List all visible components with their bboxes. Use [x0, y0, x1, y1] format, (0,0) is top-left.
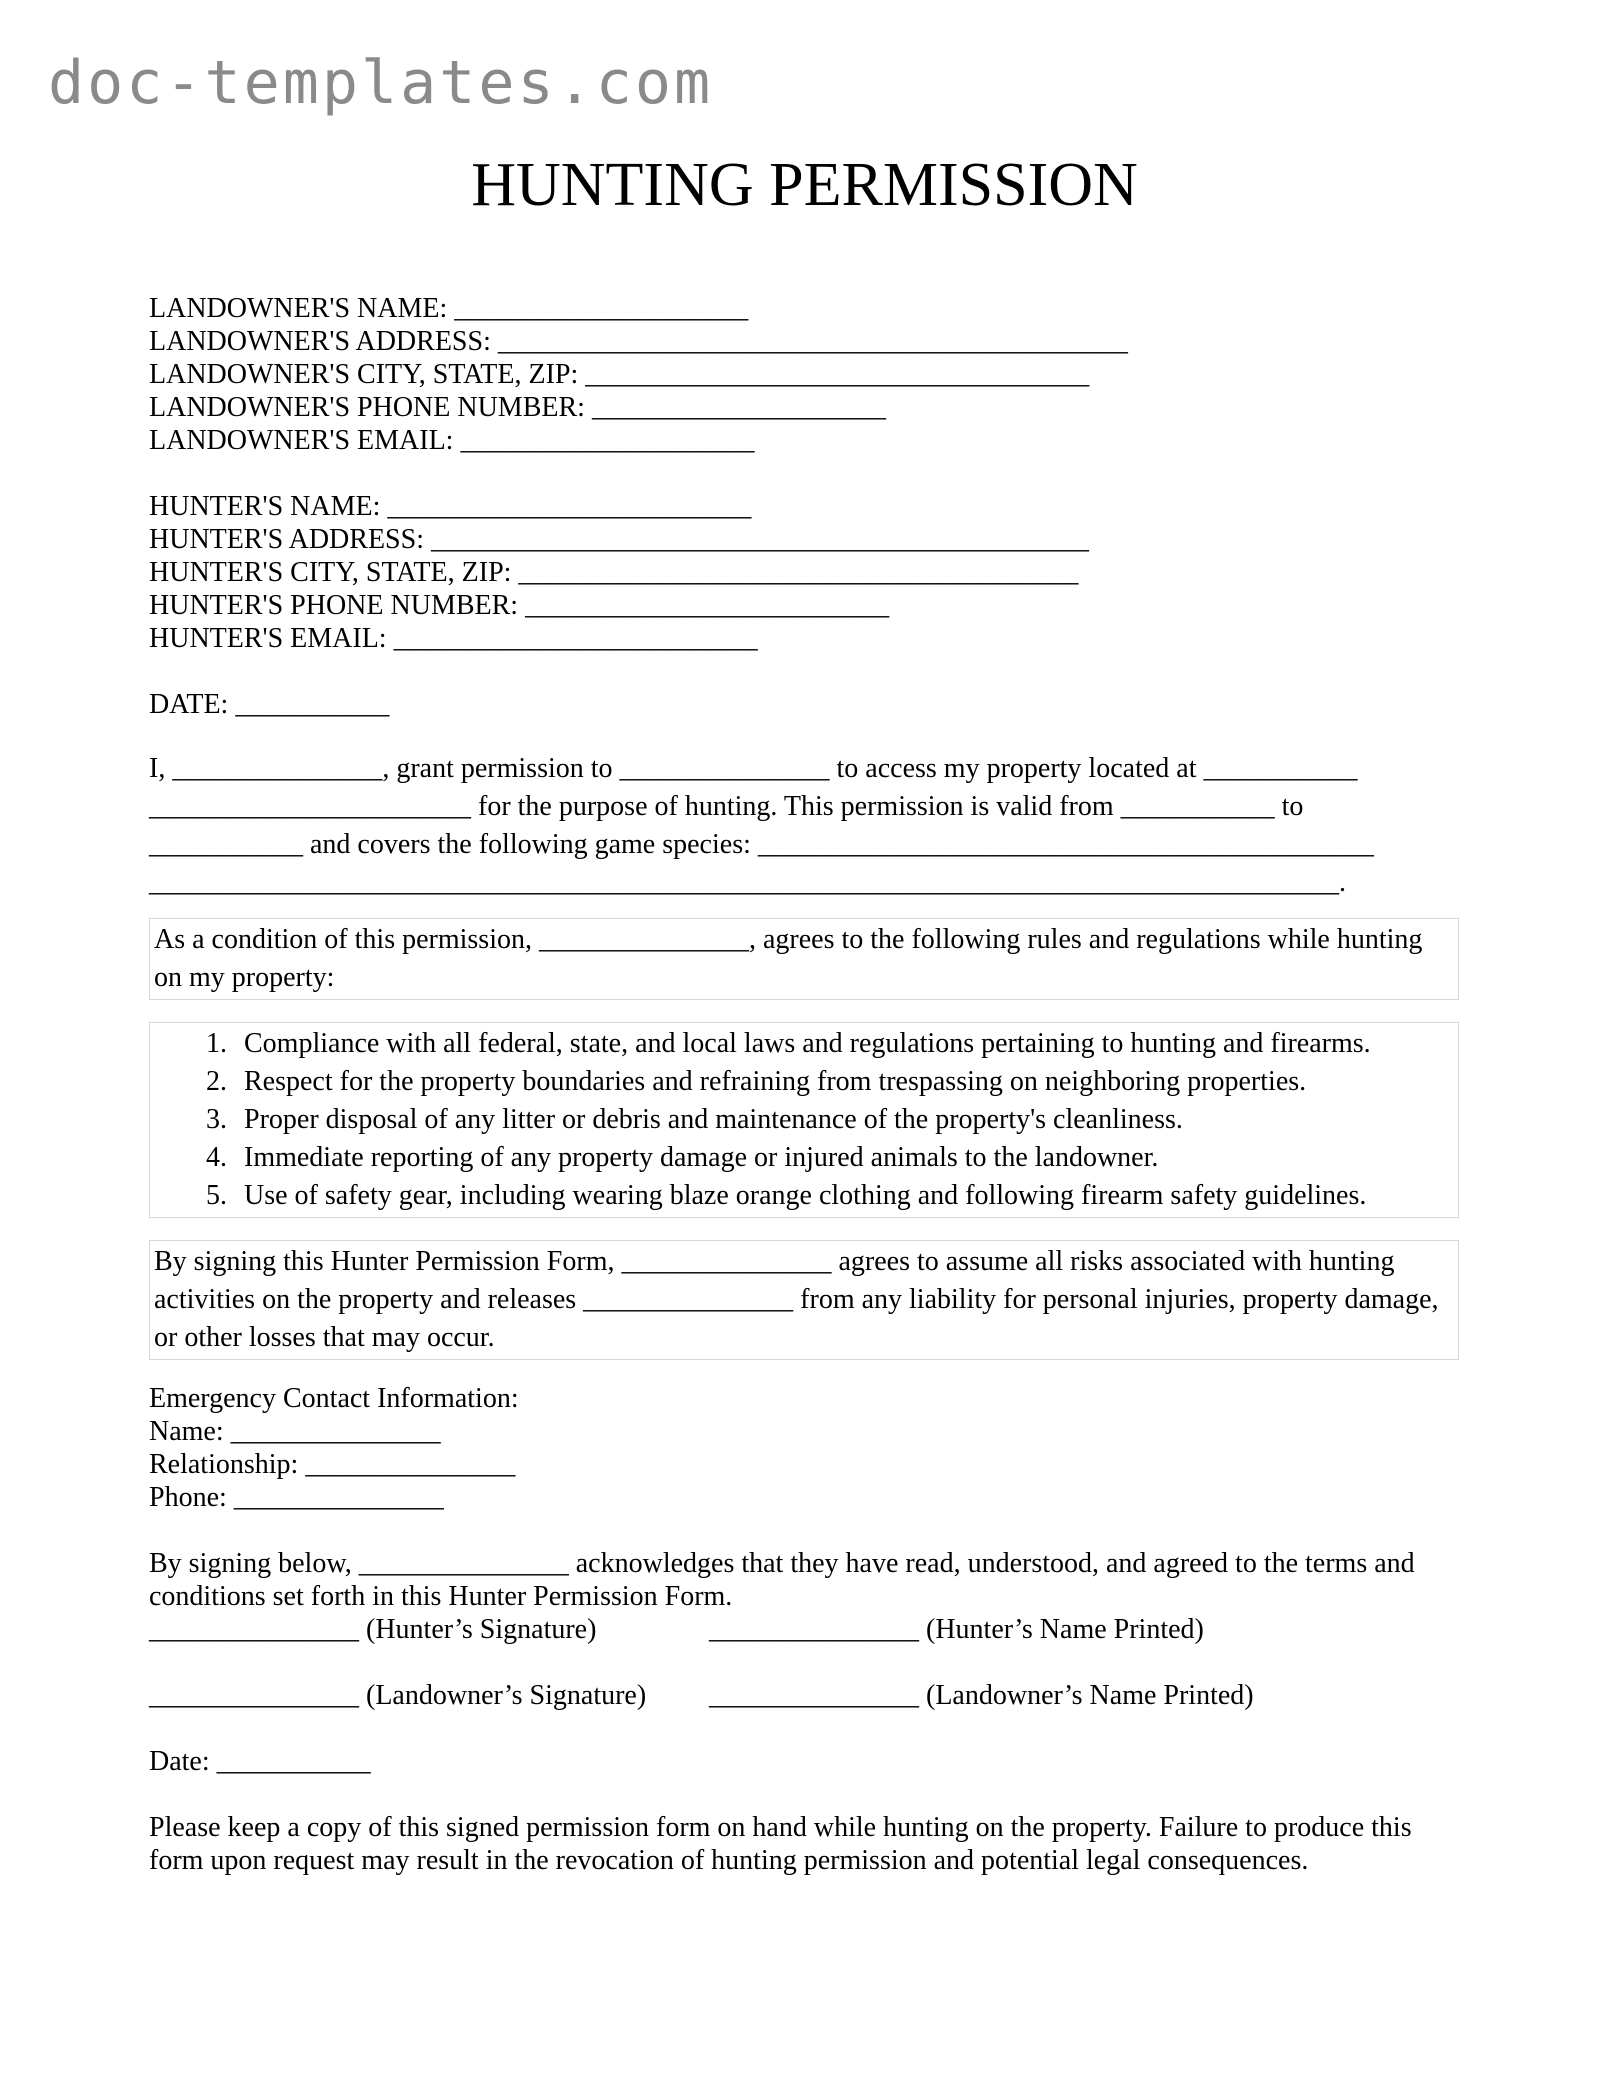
hunter-email-field[interactable]: HUNTER'S EMAIL: __________________________ [149, 623, 758, 654]
rule-number: 1. [206, 1028, 227, 1059]
liability-paragraph: By signing this Hunter Permission Form, _______________ agrees to assume all risks associated with hunting activities on the property and releases _______________ from any liability for personal injuries, property damage, or other losses that may occur. [149, 1240, 1459, 1360]
emergency-heading: Emergency Contact Information: [149, 1383, 519, 1414]
footer-note: Please keep a copy of this signed permission form on hand while hunting on the property. Failure to produce this form upon request may result in the revocation of hunting permission and potential legal consequences. [149, 1812, 1412, 1876]
hunter-signature-row [149, 1613, 1459, 1646]
page-title: HUNTING PERMISSION [471, 151, 1138, 219]
landowner-address-field[interactable]: LANDOWNER'S ADDRESS: _____________________________________________ [149, 326, 1128, 357]
emergency-name-field[interactable]: Name: _______________ [149, 1416, 441, 1447]
rule-text: Proper disposal of any litter or debris and maintenance of the property's cleanliness. [244, 1104, 1183, 1135]
list-item [150, 1025, 1454, 1063]
rule-number: 5. [206, 1180, 227, 1211]
rule-text: Use of safety gear, including wearing blaze orange clothing and following firearm safety guidelines. [244, 1180, 1367, 1211]
landowner-name-printed-field[interactable]: _______________ (Landowner’s Name Printed) [709, 1680, 1254, 1711]
condition-paragraph: As a condition of this permission, _______________, agrees to the following rules and regulations while hunting on my property: [149, 918, 1459, 1000]
hunter-signature-field[interactable]: _______________ (Hunter’s Signature) [149, 1614, 597, 1645]
rule-text: Respect for the property boundaries and refraining from trespassing on neighboring properties. [244, 1066, 1307, 1097]
hunter-section [149, 490, 1459, 655]
rule-number: 4. [206, 1142, 227, 1173]
list-item [150, 1177, 1454, 1215]
hunter-name-field[interactable]: HUNTER'S NAME: __________________________ [149, 491, 752, 522]
landowner-signature-field[interactable]: _______________ (Landowner’s Signature) [149, 1680, 647, 1711]
landowner-city-field[interactable]: LANDOWNER'S CITY, STATE, ZIP: ____________________________________ [149, 359, 1090, 390]
list-item [150, 1139, 1454, 1177]
hunter-address-field[interactable]: HUNTER'S ADDRESS: _______________________________________________ [149, 524, 1089, 555]
list-item [150, 1101, 1454, 1139]
rule-text: Compliance with all federal, state, and local laws and regulations pertaining to hunting and firearms. [244, 1028, 1371, 1059]
watermark: doc-templates.com [48, 48, 714, 118]
acknowledgment-paragraph: By signing below, _______________ acknowledges that they have read, understood, and agreed to the terms and conditions set forth in this Hunter Permission Form. [149, 1548, 1415, 1612]
grant-paragraph[interactable]: I, _______________, grant permission to _______________ to access my property located at ___________ _______________________ for the purpose of hunting. This permission is valid from ___________ to ___________ and covers the following game species: ____________________________________________ _____________________________________________________________________________________. [149, 753, 1374, 898]
emergency-contact-section [149, 1382, 1459, 1514]
list-item [150, 1063, 1454, 1101]
emergency-phone-field[interactable]: Phone: _______________ [149, 1482, 444, 1513]
landowner-section [149, 292, 1459, 457]
hunter-city-field[interactable]: HUNTER'S CITY, STATE, ZIP: ________________________________________ [149, 557, 1079, 588]
landowner-signature-row [149, 1679, 1459, 1712]
rules-list [149, 1022, 1459, 1218]
document-body [149, 292, 1459, 1877]
hunter-name-printed-field[interactable]: _______________ (Hunter’s Name Printed) [709, 1614, 1204, 1645]
emergency-relationship-field[interactable]: Relationship: _______________ [149, 1449, 516, 1480]
landowner-phone-field[interactable]: LANDOWNER'S PHONE NUMBER: _____________________ [149, 392, 886, 423]
landowner-name-field[interactable]: LANDOWNER'S NAME: _____________________ [149, 293, 749, 324]
final-date-field[interactable]: Date: ___________ [149, 1746, 371, 1777]
rule-number: 2. [206, 1066, 227, 1097]
hunter-phone-field[interactable]: HUNTER'S PHONE NUMBER: __________________________ [149, 590, 890, 621]
rule-number: 3. [206, 1104, 227, 1135]
date-field[interactable]: DATE: ___________ [149, 689, 390, 720]
rule-text: Immediate reporting of any property damage or injured animals to the landowner. [244, 1142, 1159, 1173]
landowner-email-field[interactable]: LANDOWNER'S EMAIL: _____________________ [149, 425, 755, 456]
